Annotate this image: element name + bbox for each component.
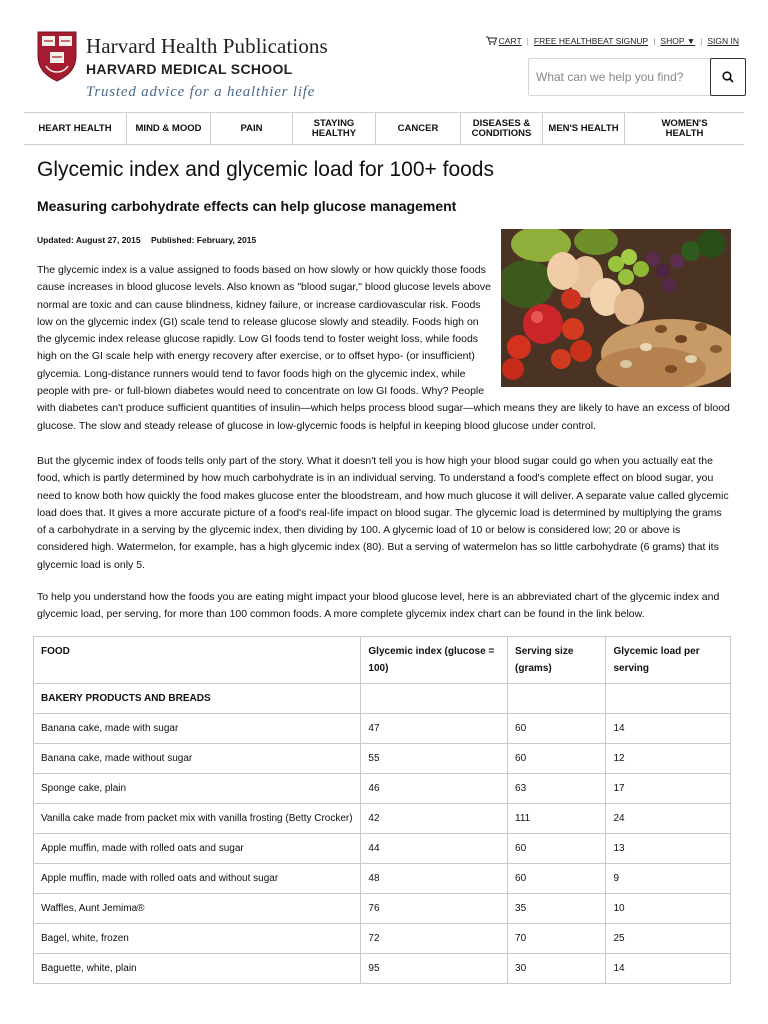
table-cell: Apple muffin, made with rolled oats and without sugar bbox=[34, 864, 361, 894]
utility-links bbox=[481, 36, 744, 46]
table-row bbox=[34, 954, 731, 984]
table-cell: 63 bbox=[508, 774, 606, 804]
table-cell: 47 bbox=[361, 714, 508, 744]
table-cell: 10 bbox=[606, 894, 731, 924]
table-cell bbox=[508, 684, 606, 714]
nav-staying-healthy[interactable]: STAYING HEALTHY bbox=[293, 113, 376, 144]
table-cell: 46 bbox=[361, 774, 508, 804]
table-row bbox=[34, 774, 731, 804]
table-cell: Baguette, white, plain bbox=[34, 954, 361, 984]
cart-icon bbox=[486, 36, 497, 45]
cart-link[interactable] bbox=[481, 36, 527, 46]
table-cell: Banana cake, made without sugar bbox=[34, 744, 361, 774]
article-paragraph-3: To help you understand how the foods you are eating might impact your blood glucose level, here is an abbreviated chart of the glycemic index and glycemic load, per serving, for more than 100 common foods. A more complete glycemix index chart can be found in the link below. bbox=[37, 591, 720, 621]
table-cell: Waffles, Aunt Jemima® bbox=[34, 894, 361, 924]
table-cell: 60 bbox=[508, 864, 606, 894]
table-cell: 111 bbox=[508, 804, 606, 834]
table-cell: 60 bbox=[508, 744, 606, 774]
table-cell: 48 bbox=[361, 864, 508, 894]
table-header-food: FOOD bbox=[34, 637, 361, 684]
glycemic-index-table bbox=[33, 636, 731, 984]
table-row bbox=[34, 714, 731, 744]
search-icon bbox=[722, 71, 734, 83]
nav-diseases-conditions[interactable]: DISEASES & CONDITIONS bbox=[461, 113, 543, 144]
nav-womens-health[interactable]: WOMEN'S HEALTH bbox=[661, 117, 708, 139]
table-row bbox=[34, 864, 731, 894]
image-float-spacer bbox=[495, 262, 731, 392]
harvard-shield-logo[interactable] bbox=[36, 30, 78, 82]
table-cell bbox=[361, 684, 508, 714]
table-cell: 17 bbox=[606, 774, 731, 804]
table-body bbox=[34, 684, 731, 984]
divider: | bbox=[700, 36, 703, 46]
article-title: Glycemic index and glycemic load for 100+ foods bbox=[37, 158, 494, 181]
table-cell: 30 bbox=[508, 954, 606, 984]
table-cell: Apple muffin, made with rolled oats and sugar bbox=[34, 834, 361, 864]
divider: | bbox=[526, 36, 529, 46]
divider: | bbox=[653, 36, 656, 46]
nav-mind-mood[interactable]: MIND & MOOD bbox=[127, 113, 211, 144]
table-cell: 9 bbox=[606, 864, 731, 894]
published-date: Published: February, 2015 bbox=[150, 235, 257, 245]
table-section-row bbox=[34, 684, 731, 714]
table-cell: Bagel, white, frozen bbox=[34, 924, 361, 954]
article-paragraph-2: But the glycemic index of foods tells only part of the story. What it doesn't tell you is how high your blood sugar could go when you actually eat the food, which is partly determined by how much carbohydrate is in an individual serving. To understand a food's complete effect on blood sugar, you need to know both how quickly the food makes glucose enter the bloodstream, and how much glucose it will deliver. A separate value called glycemic load does that. It gives a more accurate picture of a food's real-life impact on blood sugar. The glycemic load is determined by multiplying the grams of a carbohydrate in a serving by the glycemic index, then dividing by 100. A glycemic load of 10 or below is considered low; 20 or above is considered high. Watermelon, for example, has a high glycemic index (80). But a serving of watermelon has so little carbohydrate (6 grams) that its glycemic load is only 5. bbox=[37, 455, 729, 571]
table-cell bbox=[606, 684, 731, 714]
updated-date: Updated: August 27, 2015 bbox=[37, 235, 141, 245]
table-section-label: BAKERY PRODUCTS AND BREADS bbox=[34, 684, 361, 714]
table-cell: 25 bbox=[606, 924, 731, 954]
table-row bbox=[34, 834, 731, 864]
site-header bbox=[0, 0, 768, 112]
table-cell: 44 bbox=[361, 834, 508, 864]
shop-menu-link[interactable]: SHOP ▼ bbox=[660, 36, 696, 46]
main-nav bbox=[24, 112, 744, 145]
brand-tagline: Trusted advice for a healthier life bbox=[86, 84, 316, 100]
search-button[interactable] bbox=[710, 58, 746, 96]
article-paragraph-1 bbox=[37, 262, 731, 435]
table-cell: 14 bbox=[606, 714, 731, 744]
sign-in-link[interactable]: SIGN IN bbox=[707, 36, 739, 46]
nav-mens-health[interactable]: MEN'S HEALTH bbox=[543, 113, 625, 144]
table-cell: Banana cake, made with sugar bbox=[34, 714, 361, 744]
table-cell: 42 bbox=[361, 804, 508, 834]
table-row bbox=[34, 924, 731, 954]
search-input[interactable] bbox=[529, 59, 711, 95]
table-cell: 95 bbox=[361, 954, 508, 984]
article-subtitle: Measuring carbohydrate effects can help glucose management bbox=[37, 198, 457, 214]
table-row bbox=[34, 804, 731, 834]
nav-pain[interactable]: PAIN bbox=[211, 113, 293, 144]
brand-school: HARVARD MEDICAL SCHOOL bbox=[86, 61, 293, 77]
table-row bbox=[34, 744, 731, 774]
table-cell: Sponge cake, plain bbox=[34, 774, 361, 804]
table-cell: 24 bbox=[606, 804, 731, 834]
nav-heart-health[interactable]: HEART HEALTH bbox=[24, 113, 127, 144]
cart-label: CART bbox=[498, 36, 522, 46]
nav-cancer[interactable]: CANCER bbox=[376, 113, 461, 144]
table-cell: 12 bbox=[606, 744, 731, 774]
search-box bbox=[528, 58, 745, 96]
table-cell: 60 bbox=[508, 714, 606, 744]
table-row bbox=[34, 894, 731, 924]
article-dates bbox=[37, 235, 264, 245]
table-cell: 60 bbox=[508, 834, 606, 864]
table-cell: Vanilla cake made from packet mix with vanilla frosting (Betty Crocker) bbox=[34, 804, 361, 834]
table-cell: 76 bbox=[361, 894, 508, 924]
table-header-glycemic-index: Glycemic index (glucose = 100) bbox=[361, 637, 508, 684]
table-cell: 13 bbox=[606, 834, 731, 864]
table-cell: 70 bbox=[508, 924, 606, 954]
table-cell: 72 bbox=[361, 924, 508, 954]
table-cell: 55 bbox=[361, 744, 508, 774]
paragraph-1-text: The glycemic index is a value assigned to foods based on how slowly or how quickly those foods cause increases in blood glucose levels. Also known as "blood sugar," blood glucose levels above normal are toxic and can cause blindness, kidney failure, or increase cardiovascular risk. Foods low on the glycemic index (GI) scale tend to release glucose slowly and steadily. Foods high on the glycemic index release glucose rapidly. Low GI foods tend to foster weight loss, while foods high on the GI scale help with energy recovery after exercise, or to offset hypo- (or insufficient) glycemia. Long-distance runners would tend to favor foods high on the glycemic index, while people with pre- or full-blown diabetes would need to concentrate on low GI foods. Why? People with diabetes can't produce sufficient quantities of insulin—which helps process blood sugar—which means they are likely to have an excess of blood glucose. The slow and steady release of glucose in low-glycemic foods is helpful in keeping blood glucose under control. bbox=[37, 264, 730, 432]
table-header-serving-size: Serving size (grams) bbox=[508, 637, 606, 684]
table-cell: 14 bbox=[606, 954, 731, 984]
table-header-glycemic-load: Glycemic load per serving bbox=[606, 637, 731, 684]
healthbeat-signup-link[interactable]: FREE HEALTHBEAT SIGNUP bbox=[533, 36, 649, 46]
table-header-row bbox=[34, 637, 731, 684]
brand-title[interactable]: Harvard Health Publications bbox=[86, 34, 328, 58]
table-cell: 35 bbox=[508, 894, 606, 924]
